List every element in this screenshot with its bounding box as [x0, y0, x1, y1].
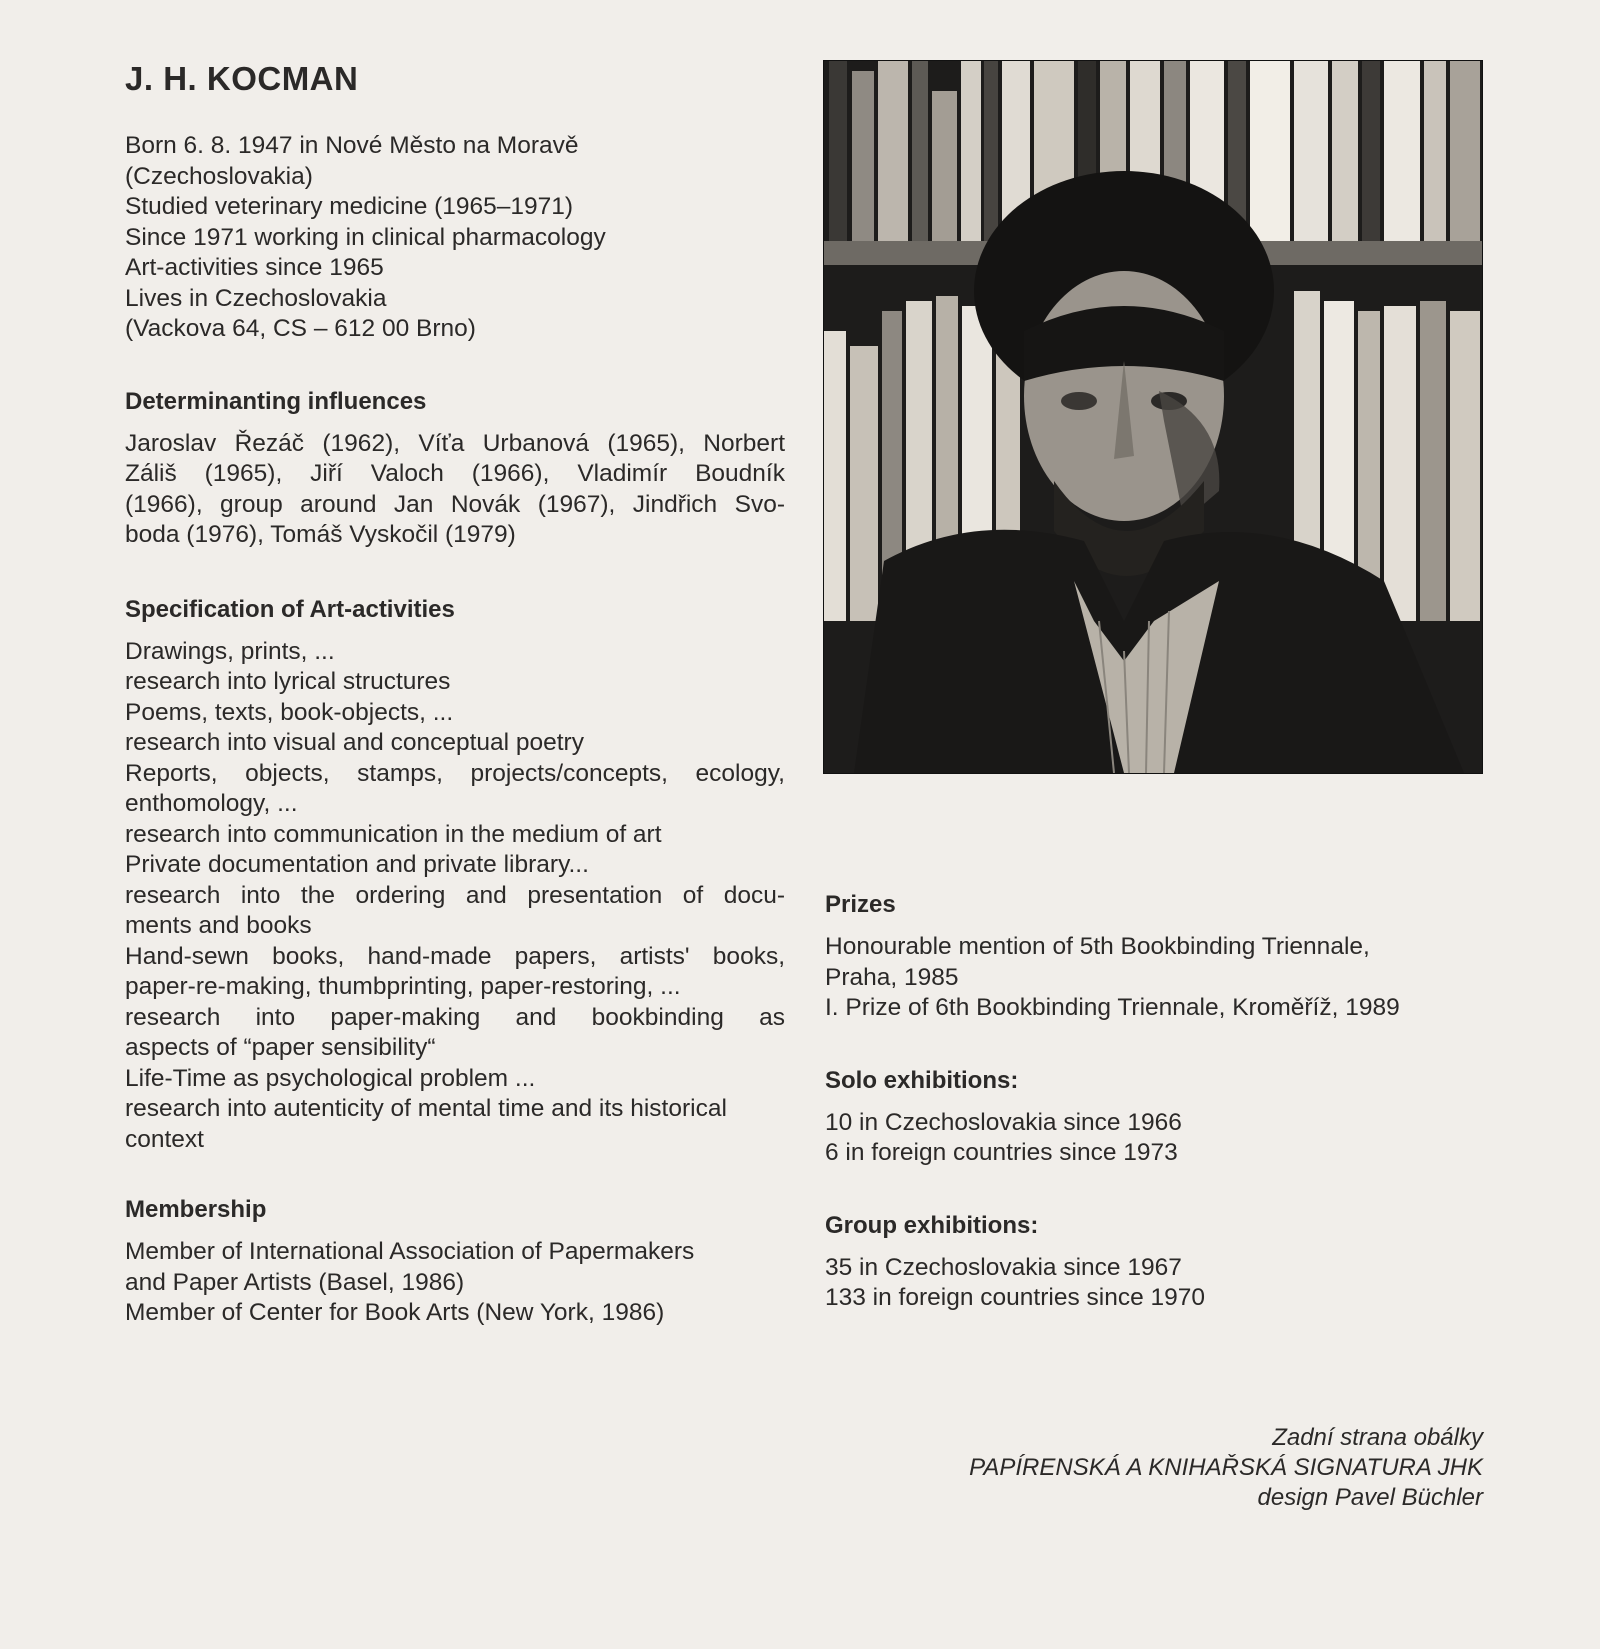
- right-column: [825, 890, 1505, 1314]
- credit-line: Zadní strana obálky: [1272, 1424, 1483, 1451]
- credit-line: design Pavel Büchler: [1257, 1484, 1483, 1511]
- portrait-photo-icon: [824, 61, 1482, 773]
- specification-line: research into lyrical structures: [125, 668, 451, 695]
- membership-line: and Paper Artists (Basel, 1986): [125, 1268, 465, 1296]
- specification-line: Private documentation and private library...: [125, 851, 589, 878]
- solo-exhibitions-list: [825, 1108, 1505, 1169]
- group-exhibition-line: 35 in Czechoslovakia since 1967: [825, 1253, 1182, 1281]
- influences-text: [125, 429, 785, 551]
- specification-line: research into paper-making and bookbinding as: [125, 1003, 785, 1031]
- specification-line: Drawings, prints, ...: [125, 637, 335, 665]
- prize-line: I. Prize of 6th Bookbinding Triennale, Kroměříž, 1989: [825, 994, 1400, 1021]
- specification-line: context: [125, 1125, 204, 1153]
- specification-line: research into the ordering and presentation of docu-: [125, 881, 785, 909]
- solo-exhibition-line: 6 in foreign countries since 1973: [825, 1139, 1178, 1166]
- bio-line: Lives in Czechoslovakia: [125, 284, 387, 312]
- specification-line: research into communication in the medium of art: [125, 820, 662, 848]
- influences-heading: Determinanting influences: [125, 387, 427, 415]
- specification-line: Hand-sewn books, hand-made papers, artists' books,: [125, 942, 785, 970]
- prizes-heading: Prizes: [825, 891, 896, 918]
- membership-line: Member of Center for Book Arts (New York, 1986): [125, 1299, 665, 1326]
- influences-line: boda (1976), Tomáš Vyskočil (1979): [125, 521, 516, 548]
- solo-exhibitions-heading: Solo exhibitions:: [825, 1066, 1019, 1094]
- solo-exhibition-line: 10 in Czechoslovakia since 1966: [825, 1108, 1182, 1136]
- bio-line: Since 1971 working in clinical pharmacology: [125, 223, 606, 251]
- prizes-list: [825, 932, 1505, 1024]
- influences-line: Jaroslav Řezáč (1962), Víťa Urbanová (1965), Norbert: [125, 429, 785, 457]
- group-exhibitions-heading: Group exhibitions:: [825, 1211, 1039, 1239]
- specification-text: [125, 637, 785, 1156]
- influences-line: (1966), group around Jan Novák (1967), Jindřich Svo-: [125, 490, 785, 518]
- bio-line: Born 6. 8. 1947 in Nové Město na Moravě: [125, 132, 579, 159]
- prize-line: Praha, 1985: [825, 963, 959, 991]
- bio-line: (Vackova 64, CS – 612 00 Brno): [125, 315, 476, 342]
- influences-line: Záliš (1965), Jiří Valoch (1966), Vladimír Boudník: [125, 460, 785, 487]
- specification-line: ments and books: [125, 912, 312, 939]
- prize-line: Honourable mention of 5th Bookbinding Triennale,: [825, 933, 1370, 960]
- specification-line: Life-Time as psychological problem ...: [125, 1064, 536, 1092]
- membership-list: [125, 1237, 785, 1329]
- group-exhibition-line: 133 in foreign countries since 1970: [825, 1284, 1206, 1311]
- specification-line: aspects of “paper sensibility“: [125, 1034, 436, 1061]
- specification-line: research into visual and conceptual poetry: [125, 729, 584, 756]
- bio-line: Art-activities since 1965: [125, 254, 384, 281]
- specification-heading: Specification of Art-activities: [125, 595, 455, 623]
- left-column: [125, 55, 785, 1329]
- credit-line: PAPÍRENSKÁ A KNIHAŘSKÁ SIGNATURA JHK: [969, 1454, 1483, 1481]
- cover-credits: [969, 1423, 1483, 1513]
- specification-line: enthomology, ...: [125, 790, 298, 817]
- group-exhibitions-list: [825, 1253, 1505, 1314]
- specification-line: research into autenticity of mental time and its historical: [125, 1095, 727, 1122]
- membership-line: Member of International Association of Papermakers: [125, 1238, 695, 1265]
- page-title: J. H. KOCMAN: [125, 60, 359, 97]
- specification-line: Reports, objects, stamps, projects/concepts, ecology,: [125, 759, 785, 787]
- membership-heading: Membership: [125, 1196, 267, 1223]
- specification-line: paper-re-making, thumbprinting, paper-restoring, ...: [125, 973, 681, 1000]
- bio-line: Studied veterinary medicine (1965–1971): [125, 193, 574, 220]
- specification-line: Poems, texts, book-objects, ...: [125, 698, 454, 726]
- bio-line: (Czechoslovakia): [125, 162, 313, 190]
- bio-list: [125, 131, 785, 345]
- portrait-photo: [823, 60, 1483, 774]
